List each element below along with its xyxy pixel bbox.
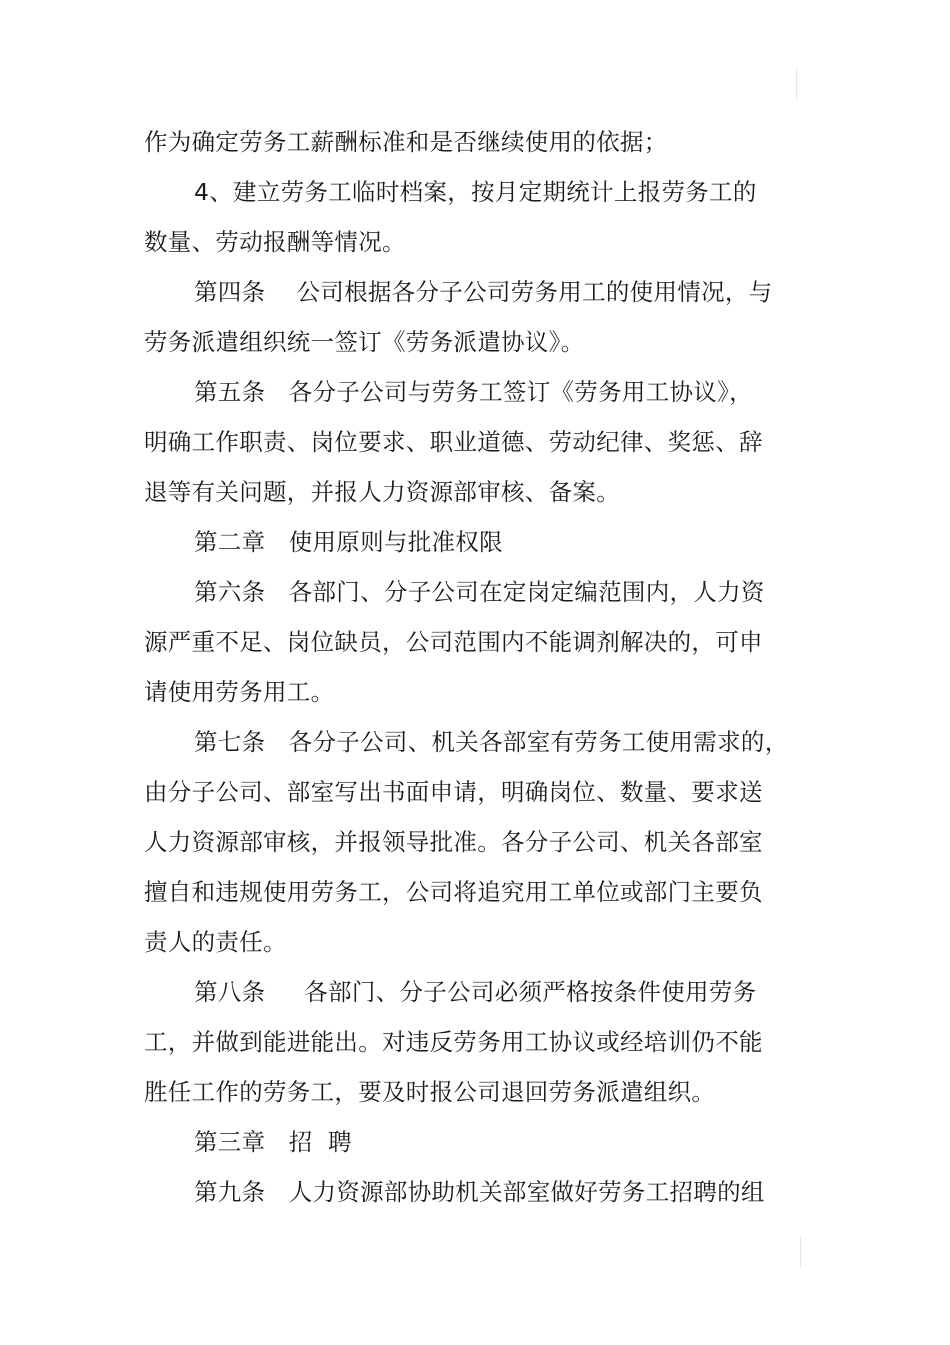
chapter-3-title: 第三章 招 聘	[194, 1128, 352, 1156]
text-line: 明确工作职责、岗位要求、职业道德、劳动纪律、奖惩、辞	[144, 428, 763, 456]
text-line: 工，并做到能进能出。对违反劳务用工协议或经培训仍不能	[144, 1028, 763, 1056]
article-6-heading: 第六条 各部门、分子公司在定岗定编范围内，人力资	[194, 578, 765, 606]
text-line: 数量、劳动报酬等情况。	[144, 228, 406, 256]
scan-edge-mark-top	[796, 68, 797, 100]
text-line: 4、建立劳务工临时档案，按月定期统计上报劳务工的	[194, 178, 757, 206]
text-line: 退等有关问题，并报人力资源部审核、备案。	[144, 478, 620, 506]
article-8-heading: 第八条 各部门、分子公司必须严格按条件使用劳务	[194, 978, 757, 1006]
article-7-heading: 第七条 各分子公司、机关各部室有劳务工使用需求的，	[194, 728, 789, 756]
scan-edge-mark-bottom	[800, 1236, 801, 1268]
article-9-heading: 第九条 人力资源部协助机关部室做好劳务工招聘的组	[194, 1178, 765, 1206]
text-line: 由分子公司、部室写出书面申请，明确岗位、数量、要求送	[144, 778, 763, 806]
text-line: 劳务派遣组织统一签订《劳务派遣协议》。	[144, 328, 585, 356]
text-line: 胜任工作的劳务工，要及时报公司退回劳务派遣组织。	[144, 1078, 716, 1106]
text-line: 擅自和违规使用劳务工，公司将追究用工单位或部门主要负	[144, 878, 763, 906]
text-line: 请使用劳务用工。	[144, 678, 335, 706]
chapter-2-title: 第二章 使用原则与批准权限	[194, 528, 503, 556]
text-line: 责人的责任。	[144, 928, 287, 956]
text-line: 源严重不足、岗位缺员，公司范围内不能调剂解决的，可申	[144, 628, 763, 656]
article-5-heading: 第五条 各分子公司与劳务工签订《劳务用工协议》，	[194, 378, 753, 406]
text-line: 人力资源部审核，并报领导批准。各分子公司、机关各部室	[144, 828, 763, 856]
text-line: 作为确定劳务工薪酬标准和是否继续使用的依据；	[144, 128, 668, 156]
article-4-heading: 第四条 公司根据各分子公司劳务用工的使用情况，与	[194, 278, 773, 306]
